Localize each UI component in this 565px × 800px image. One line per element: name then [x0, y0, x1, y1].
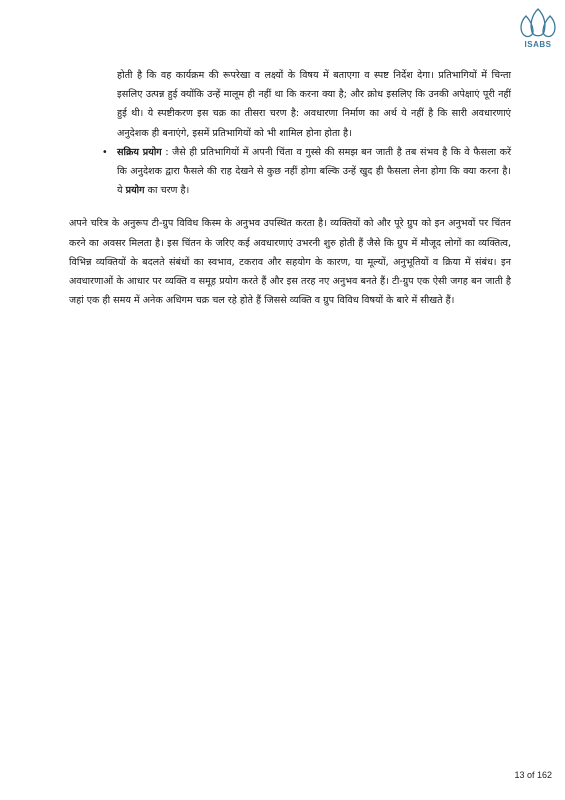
bullet-paragraph: [117, 143, 511, 201]
bullet-marker: •: [102, 146, 108, 158]
document-body: [69, 66, 511, 310]
bullet-item-active-experimentation: [69, 143, 511, 201]
bullet-text-after: का चरण है।: [144, 185, 190, 197]
three-flames-logo-icon: [516, 6, 560, 40]
bullet-term-repeat: प्रयोग: [125, 185, 145, 197]
main-paragraph: अपने चरित्र के अनुरूप टी-ग्रुप विविध किस्म के अनुभव उपस्थित करता है। व्यक्तियों को और पूरे ग्रुप को इन अनुभवों पर चिंतन करने का अवसर मिलता है। इस चिंतन के जरिए कई अवधारणाएं उभरनी शुरु होती हैं जैसे कि ग्रुप में मौजूद लोगों का व्यक्तित्व, विभिन्न व्यक्तियों के बदलते संबंधों का स्वभाव, टकराव और सहयोग के कारण, या मूल्यों, अनुभूतियों व क्रिया में संबंध। इन अवधारणाओं के आधार पर व्यक्ति व समूह प्रयोग करते हैं और इस तरह नए अनुभव बनते हैं। टी-ग्रुप एक ऐसी जगह बन जाती है जहां एक ही समय में अनेक अधिगम चक्र चल रहे होते हैं जिससे व्यक्ति व ग्रुप विविध विषयों के बारे में सीखते हैं।: [69, 218, 511, 307]
isabs-logo: [516, 6, 560, 52]
bullet-text-before: : जैसे ही प्रतिभागियों में अपनी चिंता व गुस्से की समझ बन जाती है तब संभव है कि वे फैसला करें कि अनुदेशक द्वारा फैसले की राह देखने से कुछ नहीं होगा बल्कि उन्हें खुद ही फैसला लेना होगा कि क्या करना है। ये: [117, 146, 511, 197]
continuation-paragraph: होती है कि वह कार्यक्रम की रूपरेखा व लक्ष्यों के विषय में बताएगा व स्पष्ट निर्देश देगा। प्रतिभागियों में चिन्ता इसलिए उत्पन्न हुई क्योंकि उन्हें मालूम ही नहीं था कि करना क्या है; और क्रोध इसलिए कि उनकी अपेक्षाएं पूरी नहीं हुई थी। ये स्पष्टीकरण इस चक्र का तीसरा चरण है: अवधारणा निर्माण का अर्थ ये नहीं है कि सारी अवधारणाएं अनुदेशक ही बनाएंगे, इसमें प्रतिभागियों को भी शामिल होना होता है।: [117, 70, 511, 139]
page-number: 13 of 162: [514, 770, 552, 780]
logo-text: ISABS: [524, 40, 552, 49]
bullet-term: सक्रिय प्रयोग: [117, 146, 162, 158]
